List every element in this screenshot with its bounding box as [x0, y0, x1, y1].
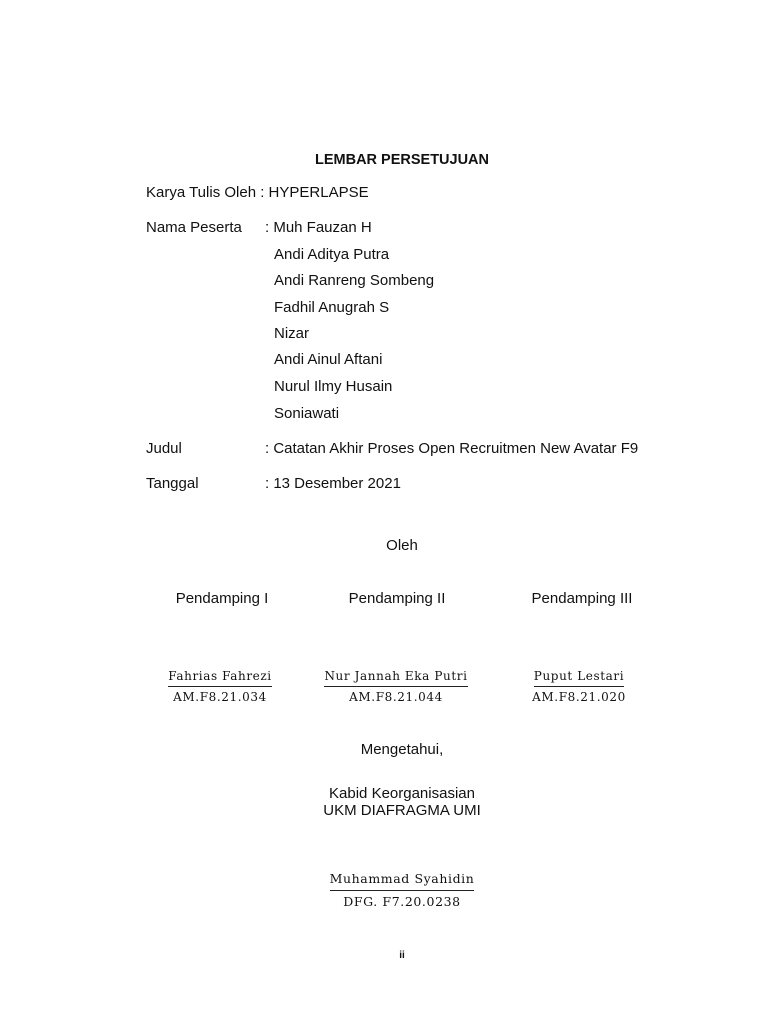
member-name: Andi Ranreng Sombeng: [274, 272, 435, 289]
peserta-label: Nama Peserta: [146, 219, 242, 236]
page-number: ii: [399, 950, 405, 961]
signature-block: [145, 669, 295, 704]
tanggal-value: : 13 Desember 2021: [265, 475, 401, 492]
pendamping-role: Pendamping I: [175, 590, 269, 607]
signature-block: [504, 669, 654, 704]
signature-block: [316, 669, 476, 704]
signatory-name: Fahrias Fahrezi: [168, 669, 272, 687]
judul-label: Judul: [146, 440, 182, 457]
signatory-name: Puput Lestari: [534, 669, 624, 687]
position-line: Kabid Keorganisasian: [329, 785, 475, 802]
tanggal-label: Tanggal: [146, 475, 199, 492]
karya-row: [146, 184, 369, 201]
member-name: Andi Ainul Aftani: [274, 351, 383, 368]
pendamping-role: Pendamping III: [531, 590, 633, 607]
pendamping-role: Pendamping II: [348, 590, 446, 607]
member-name: Andi Aditya Putra: [274, 246, 390, 263]
member-name: Nurul Ilmy Husain: [274, 378, 393, 395]
signatory-name: Nur Jannah Eka Putri: [324, 669, 467, 687]
member-name: Soniawati: [274, 405, 340, 422]
peserta-value: : Muh Fauzan H: [265, 219, 372, 236]
mengetahui-label: Mengetahui,: [360, 741, 444, 758]
karya-value: : HYPERLAPSE: [260, 184, 369, 201]
member-name: Fadhil Anugrah S: [274, 299, 390, 316]
signatory-id: AM.F8.21.034: [173, 690, 267, 704]
member-name: Nizar: [274, 325, 310, 342]
judul-value: : Catatan Akhir Proses Open Recruitmen New Avatar F9: [265, 440, 639, 457]
karya-label: Karya Tulis Oleh: [146, 184, 257, 201]
page-title: LEMBAR PERSETUJUAN: [314, 152, 489, 168]
position-line: UKM DIAFRAGMA UMI: [323, 802, 481, 819]
signatory-id: AM.F8.21.044: [349, 690, 443, 704]
approver-id: DFG. F7.20.0238: [343, 894, 461, 909]
signatory-id: AM.F8.21.020: [532, 690, 626, 704]
approver-signature-block: [317, 871, 487, 909]
oleh-label: Oleh: [386, 537, 418, 554]
approver-name: Muhammad Syahidin: [330, 871, 475, 891]
